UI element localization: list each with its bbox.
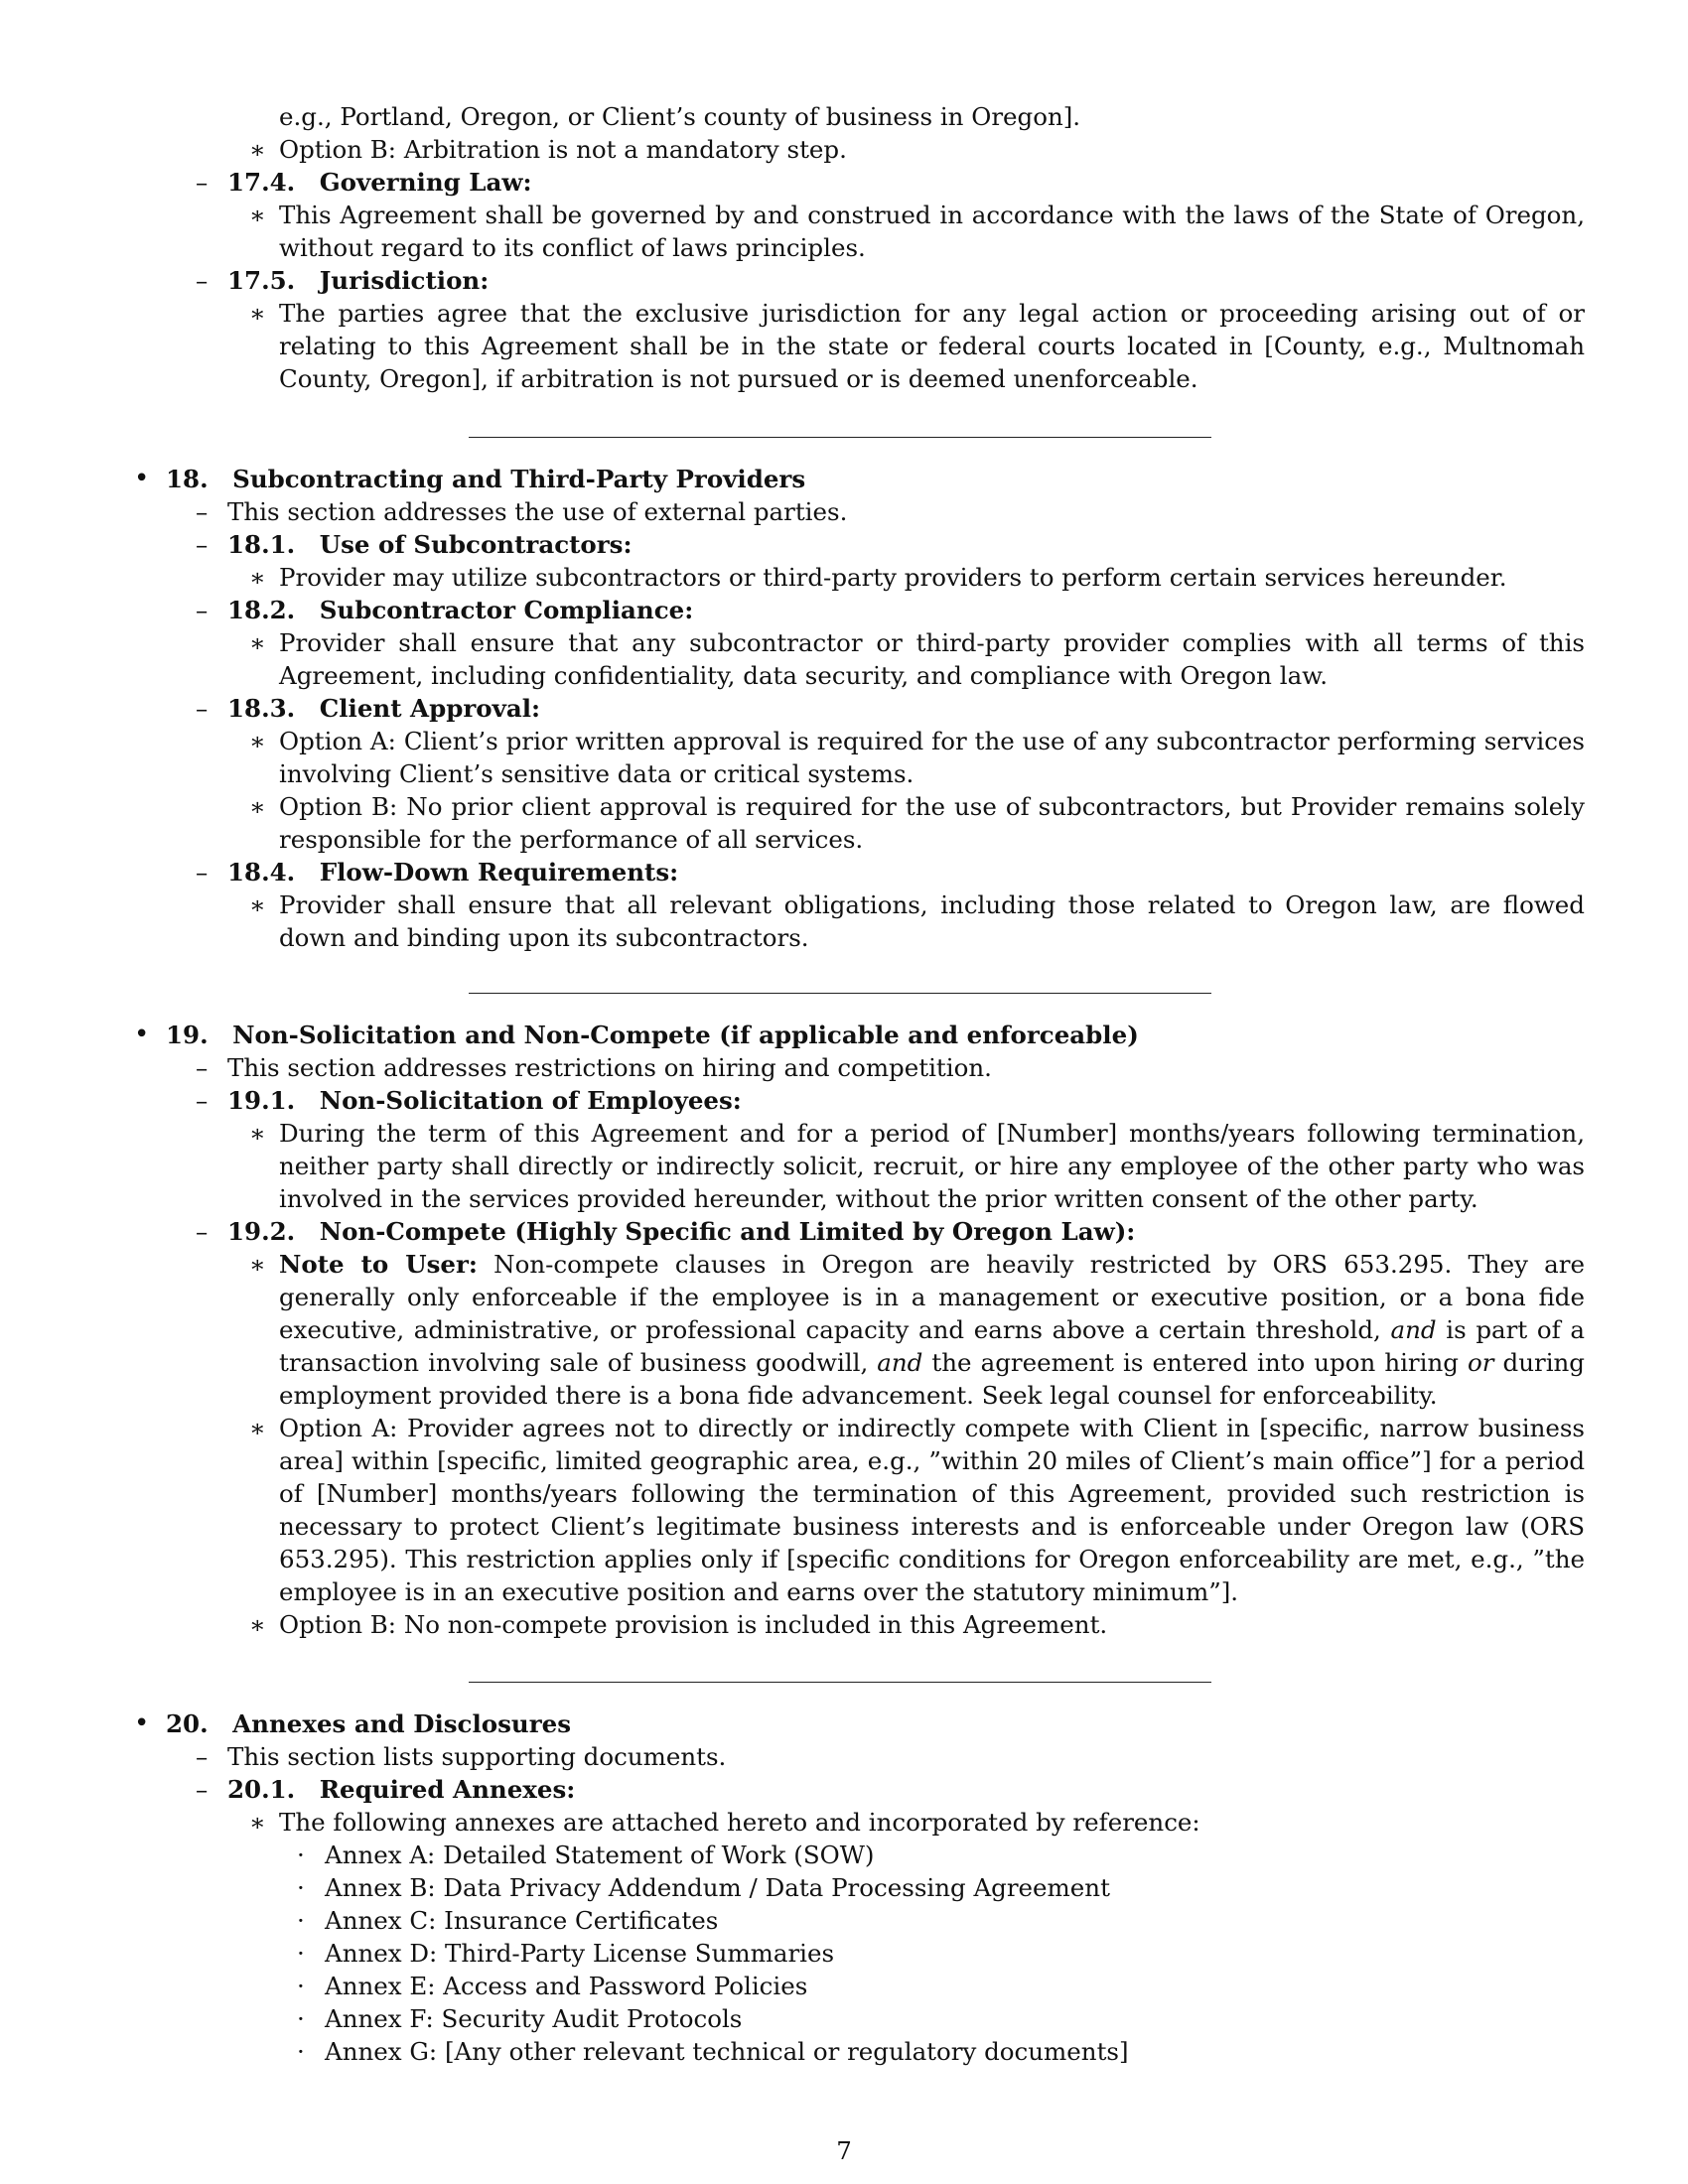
heading-19-2: 19.2. Non-Compete (Highly Specific and Limited by Oregon Law): (227, 1217, 1136, 1246)
dash-marker: – (196, 596, 209, 624)
para-18-2: Provider shall ensure that any subcontractor or third-party provider complies with all terms of this Agreement, including confidentiality, data security, and compliance with Oregon law. (279, 628, 1585, 690)
dot-marker: · (297, 1841, 305, 1869)
star-marker: ∗ (249, 890, 266, 919)
note-text-1: Non-compete clauses in Oregon are heavily restricted by ORS 653.295. They are generally only enforceable if the employee is in a management or executive position, or a bona fide executive, administrative, or professional capacity and earns above a certain threshold, (279, 1250, 1586, 1344)
dash-marker: – (196, 168, 209, 197)
section-divider (469, 1682, 1211, 1683)
intro-19: This section addresses restrictions on hiring and competition. (227, 1053, 992, 1082)
dash-marker: – (196, 858, 209, 887)
dash-marker: – (196, 266, 209, 295)
dash-marker: – (196, 1742, 209, 1771)
heading-20: 20. Annexes and Disclosures (166, 1709, 572, 1738)
annex-item: Annex F: Security Audit Protocols (325, 2004, 743, 2033)
star-marker: ∗ (249, 135, 266, 164)
note-text-3: the agreement is entered into upon hiring (922, 1348, 1468, 1377)
para-18-3-option-b: Option B: No prior client approval is required for the use of subcontractors, but Provider remains solely responsible for the performance of all services. (279, 792, 1585, 854)
annex-item: Annex B: Data Privacy Addendum / Data Processing Agreement (325, 1873, 1110, 1902)
bullet-marker: • (134, 464, 150, 493)
para-20-1: The following annexes are attached hereto and incorporated by reference: (279, 1808, 1200, 1837)
heading-17-4: 17.4. Governing Law: (227, 168, 532, 197)
heading-17-5: 17.5. Jurisdiction: (227, 266, 490, 295)
note-text-2: is part of a transaction involving sale of business goodwill, (279, 1315, 1585, 1377)
star-marker: ∗ (249, 563, 266, 592)
star-marker: ∗ (249, 1808, 266, 1837)
dot-marker: · (297, 1939, 305, 1968)
note-emph-and-2: and (877, 1348, 923, 1377)
dash-marker: – (196, 530, 209, 559)
note-to-user (279, 1248, 1585, 1412)
para-19-1: During the term of this Agreement and for a period of [Number] months/years following termination, neither party shall directly or indirectly solicit, recruit, or hire any employee of the other party who was involved in the services provided hereunder, without the prior written consent of the other party. (279, 1119, 1585, 1213)
annex-item: Annex C: Insurance Certificates (325, 1906, 719, 1935)
note-label: Note to User: (279, 1250, 478, 1279)
dash-marker: – (196, 1053, 209, 1082)
continued-line: e.g., Portland, Oregon, or Client’s county of business in Oregon]. (279, 102, 1081, 131)
page-number: 7 (836, 2136, 852, 2165)
star-marker: ∗ (249, 201, 266, 229)
star-marker: ∗ (249, 1414, 266, 1442)
bullet-marker: • (134, 1020, 150, 1049)
bullet-marker: • (134, 1708, 150, 1738)
section-divider (469, 993, 1211, 994)
para-19-2-option-a: Option A: Provider agrees not to directly or indirectly compete with Client in [specific, narrow business area] within [specific, limited geographic area, e.g., ”within 20 miles of Client’s main office”] for a period of [Number] months/years following the termination of this Agreement, provided such restriction is necessary to protect Client’s legitimate business interests and is enforceable under Oregon law (ORS 653.295). This restriction applies only if [specific conditions for Oregon enforceability are met, e.g., ”the employee is in an executive position and earns over the statutory minimum”]. (279, 1414, 1585, 1606)
dash-marker: – (196, 497, 209, 526)
dash-marker: – (196, 1086, 209, 1115)
option-b-arbitration: Option B: Arbitration is not a mandatory step. (279, 135, 847, 164)
dash-marker: – (196, 1775, 209, 1804)
section-divider (469, 437, 1211, 438)
dot-marker: · (297, 1906, 305, 1935)
dot-marker: · (297, 1873, 305, 1902)
note-emph-and-1: and (1390, 1315, 1437, 1344)
star-marker: ∗ (249, 299, 266, 328)
heading-19-1: 19.1. Non-Solicitation of Employees: (227, 1086, 742, 1115)
para-17-4: This Agreement shall be governed by and construed in accordance with the laws of the State of Oregon, without regard to its conflict of laws principles. (279, 201, 1585, 262)
annex-item: Annex E: Access and Password Policies (325, 1972, 808, 2000)
para-17-5: The parties agree that the exclusive jurisdiction for any legal action or proceeding arising out of or relating to this Agreement shall be in the state or federal courts located in [County, e.g., Multnomah County, Oregon], if arbitration is not pursued or is deemed unenforceable. (279, 299, 1585, 393)
heading-20-1: 20.1. Required Annexes: (227, 1775, 576, 1804)
dash-marker: – (196, 1217, 209, 1246)
heading-18-1: 18.1. Use of Subcontractors: (227, 530, 633, 559)
note-text-4: during employment provided there is a bona fide advancement. Seek legal counsel for enforceability. (279, 1348, 1585, 1410)
note-emph-or: or (1468, 1348, 1494, 1377)
heading-18-3: 18.3. Client Approval: (227, 694, 541, 723)
para-19-2-option-b: Option B: No non-compete provision is included in this Agreement. (279, 1610, 1108, 1639)
dot-marker: · (297, 1972, 305, 2000)
dash-marker: – (196, 694, 209, 723)
star-marker: ∗ (249, 727, 266, 755)
star-marker: ∗ (249, 792, 266, 821)
dot-marker: · (297, 2004, 305, 2033)
para-18-4: Provider shall ensure that all relevant obligations, including those related to Oregon law, are flowed down and binding upon its subcontractors. (279, 890, 1585, 952)
para-18-3-option-a: Option A: Client’s prior written approval is required for the use of any subcontractor performing services involving Client’s sensitive data or critical systems. (279, 727, 1585, 788)
heading-19: 19. Non-Solicitation and Non-Compete (if applicable and enforceable) (166, 1021, 1139, 1049)
heading-18-2: 18.2. Subcontractor Compliance: (227, 596, 694, 624)
intro-20: This section lists supporting documents. (227, 1742, 727, 1771)
heading-18-4: 18.4. Flow-Down Requirements: (227, 858, 679, 887)
heading-18: 18. Subcontracting and Third-Party Providers (166, 465, 806, 493)
dot-marker: · (297, 2037, 305, 2066)
star-marker: ∗ (249, 1250, 266, 1279)
star-marker: ∗ (249, 628, 266, 657)
annex-item: Annex A: Detailed Statement of Work (SOW) (325, 1841, 875, 1869)
intro-18: This section addresses the use of external parties. (227, 497, 848, 526)
star-marker: ∗ (249, 1119, 266, 1148)
para-18-1: Provider may utilize subcontractors or third-party providers to perform certain services hereunder. (279, 563, 1507, 592)
annex-item: Annex G: [Any other relevant technical or regulatory documents] (325, 2037, 1129, 2066)
star-marker: ∗ (249, 1610, 266, 1639)
annex-item: Annex D: Third-Party License Summaries (325, 1939, 835, 1968)
